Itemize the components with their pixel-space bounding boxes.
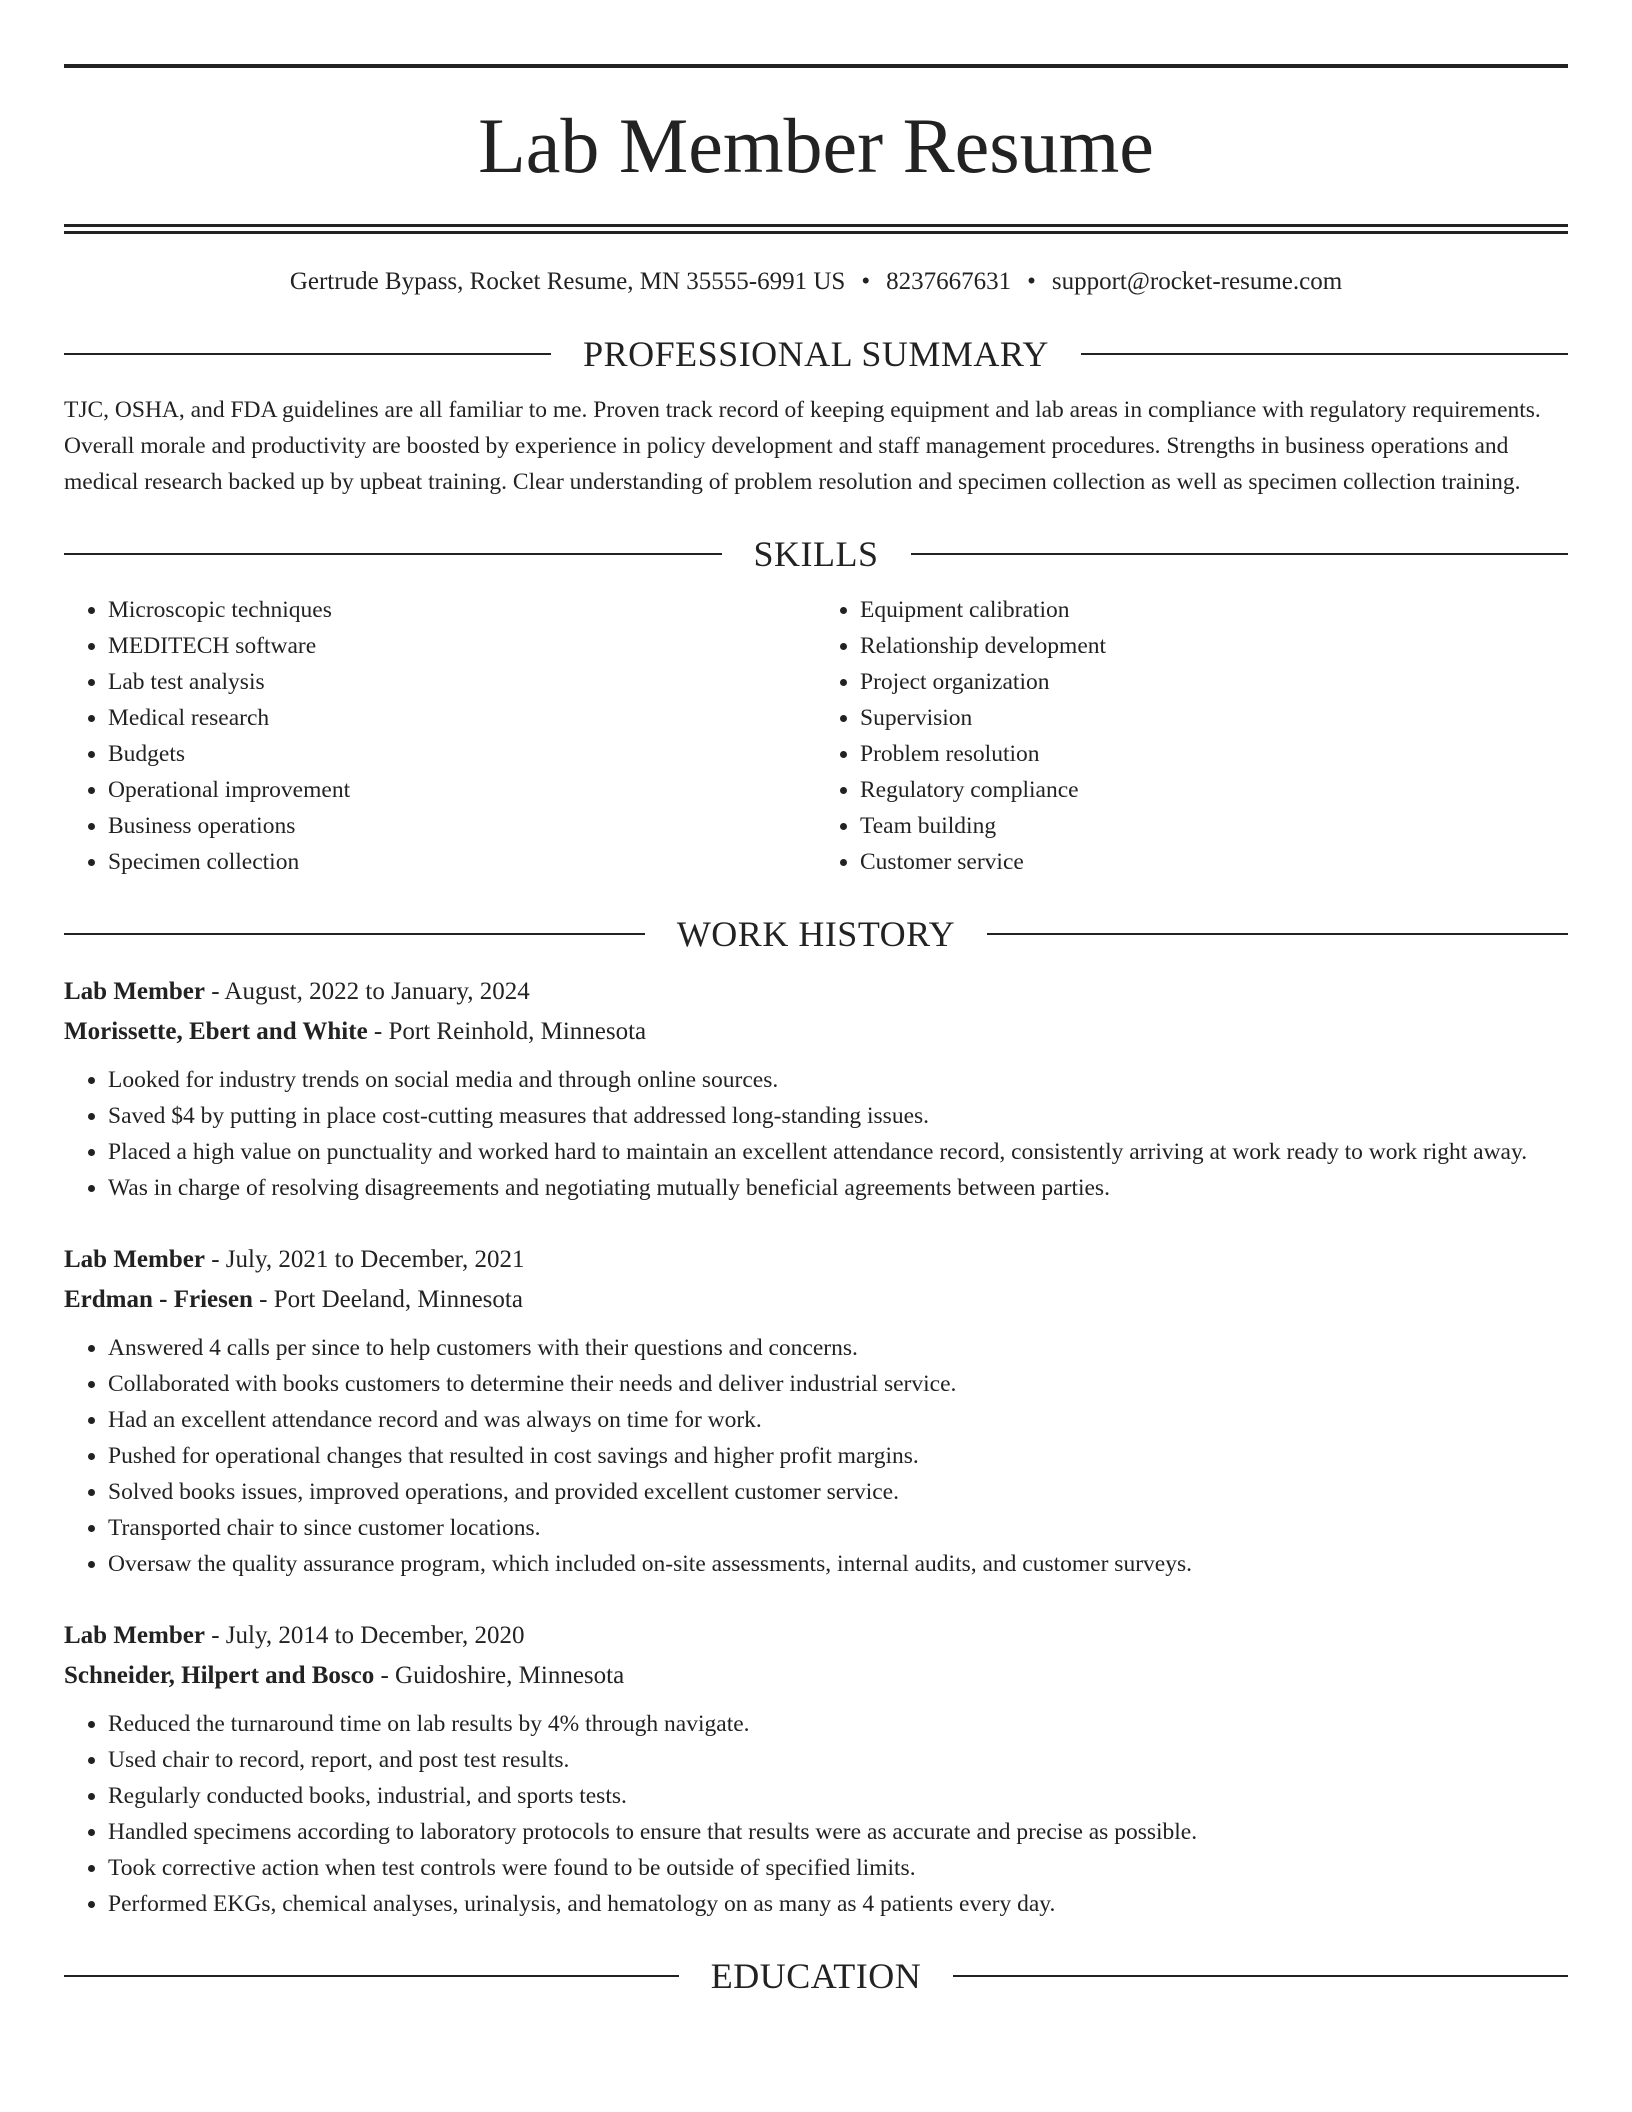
resume-page [64,64,1568,2000]
skill-item: • Operational improvement [108,772,816,808]
job-company-line [64,1012,1568,1052]
summary-paragraph: TJC, OSHA, and FDA guidelines are all familiar to me. Proven track record of keeping equipment and lab areas in compliance with regulatory requirements. Overall morale and productivity are boosted by experience in policy development and staff management procedures. Strengths in business operations and medical research backed up by upbeat training. Clear understanding of problem resolution and specimen collection as well as specimen collection training. [64,397,1541,495]
skill-item: • Medical research [108,700,816,736]
job-location: - Port Reinhold, Minnesota [367,1018,647,1045]
contact-separator: • [861,268,871,295]
skills-list-right [816,592,1568,880]
skill-item: • Regulatory compliance [860,772,1568,808]
skill-item: • Customer service [860,844,1568,880]
job-title-line [64,1616,1568,1656]
job-dates: - August, 2022 to January, 2024 [204,978,530,1005]
skills-list-left [64,592,816,880]
job-title-line [64,972,1568,1012]
job-bullet: • Regularly conducted books, industrial, and sports tests. [108,1778,1568,1814]
job-bullets [64,1062,1568,1206]
heading-rule-left [64,933,645,935]
skill-item: • Specimen collection [108,844,816,880]
skill-item: • Supervision [860,700,1568,736]
title-double-rule [64,224,1568,234]
education-section-heading [64,1952,1568,2000]
skill-item: • MEDITECH software [108,628,816,664]
heading-rule-right [953,1975,1568,1977]
skill-item: • Team building [860,808,1568,844]
job-bullet: • Solved books issues, improved operations, and provided excellent customer service. [108,1474,1568,1510]
job-bullet: • Took corrective action when test controls were found to be outside of specified limits. [108,1850,1568,1886]
heading-rule-right [1081,353,1568,355]
job-bullet: • Had an excellent attendance record and was always on time for work. [108,1402,1568,1438]
job-bullet: • Placed a high value on punctuality and worked hard to maintain an excellent attendance record, consistently arriving at work ready to work right away. [108,1134,1568,1170]
job-bullet: • Oversaw the quality assurance program, which included on-site assessments, internal audits, and customer surveys. [108,1546,1568,1582]
contact-line [64,264,1568,300]
job-bullet: • Answered 4 calls per since to help customers with their questions and concerns. [108,1330,1568,1366]
job-bullet: • Looked for industry trends on social media and through online sources. [108,1062,1568,1098]
contact-address: Gertrude Bypass, Rocket Resume, MN 35555-6991 US [289,268,846,295]
job-entry [64,1616,1568,1922]
resume-title: Lab Member Resume [478,102,1154,189]
work-section-heading [64,910,1568,958]
job-title: Lab Member [64,1622,205,1649]
skill-item: • Problem resolution [860,736,1568,772]
summary-section-heading [64,330,1568,378]
contact-separator: • [1027,268,1036,295]
job-company: Erdman - Friesen [64,1286,253,1313]
skill-item: • Project organization [860,664,1568,700]
job-company: Schneider, Hilpert and Bosco [64,1662,375,1689]
job-company: Morissette, Ebert and White [64,1018,368,1045]
heading-rule-right [987,933,1568,935]
job-bullet: • Performed EKGs, chemical analyses, urinalysis, and hematology on as many as 4 patients every day. [108,1886,1568,1922]
job-title: Lab Member [64,978,205,1005]
job-bullet: • Handled specimens according to laboratory protocols to ensure that results were as accurate and precise as possible. [108,1814,1568,1850]
work-heading: WORK HISTORY [676,914,956,954]
job-bullet: • Was in charge of resolving disagreements and negotiating mutually beneficial agreements between parties. [108,1170,1568,1206]
job-location: - Port Deeland, Minnesota [252,1286,523,1313]
job-bullets [64,1330,1568,1582]
skills-heading: SKILLS [753,534,879,574]
skills-section-heading [64,530,1568,578]
skills-columns [64,592,1568,880]
job-bullet: • Used chair to record, report, and post test results. [108,1742,1568,1778]
skill-item: • Equipment calibration [860,592,1568,628]
job-title: Lab Member [64,1246,205,1273]
contact-email: support@rocket-resume.com [1051,268,1343,295]
job-company-line [64,1656,1568,1696]
job-company-line [64,1280,1568,1320]
work-history-list [64,972,1568,1922]
heading-rule-left [64,553,722,555]
job-bullet: • Reduced the turnaround time on lab results by 4% through navigate. [108,1706,1568,1742]
skill-item: • Lab test analysis [108,664,816,700]
top-rule [64,64,1568,68]
heading-rule-left [64,353,551,355]
job-bullets [64,1706,1568,1922]
job-location: - Guidoshire, Minnesota [374,1662,625,1689]
education-heading: EDUCATION [710,1956,922,1996]
job-bullet: • Collaborated with books customers to determine their needs and deliver industrial service. [108,1366,1568,1402]
contact-phone: 8237667631 [886,268,1012,295]
skill-item: • Relationship development [860,628,1568,664]
skill-item: • Microscopic techniques [108,592,816,628]
job-bullet: • Saved $4 by putting in place cost-cutting measures that addressed long-standing issues. [108,1098,1568,1134]
job-entry [64,1240,1568,1582]
job-bullet: • Pushed for operational changes that resulted in cost savings and higher profit margins. [108,1438,1568,1474]
job-title-line [64,1240,1568,1280]
skill-item: • Business operations [108,808,816,844]
job-bullet: • Transported chair to since customer locations. [108,1510,1568,1546]
skill-item: • Budgets [108,736,816,772]
job-dates: - July, 2021 to December, 2021 [204,1246,525,1273]
job-dates: - July, 2014 to December, 2020 [204,1622,525,1649]
summary-heading: PROFESSIONAL SUMMARY [583,334,1049,374]
job-entry [64,972,1568,1206]
heading-rule-left [64,1975,679,1977]
heading-rule-right [911,553,1569,555]
